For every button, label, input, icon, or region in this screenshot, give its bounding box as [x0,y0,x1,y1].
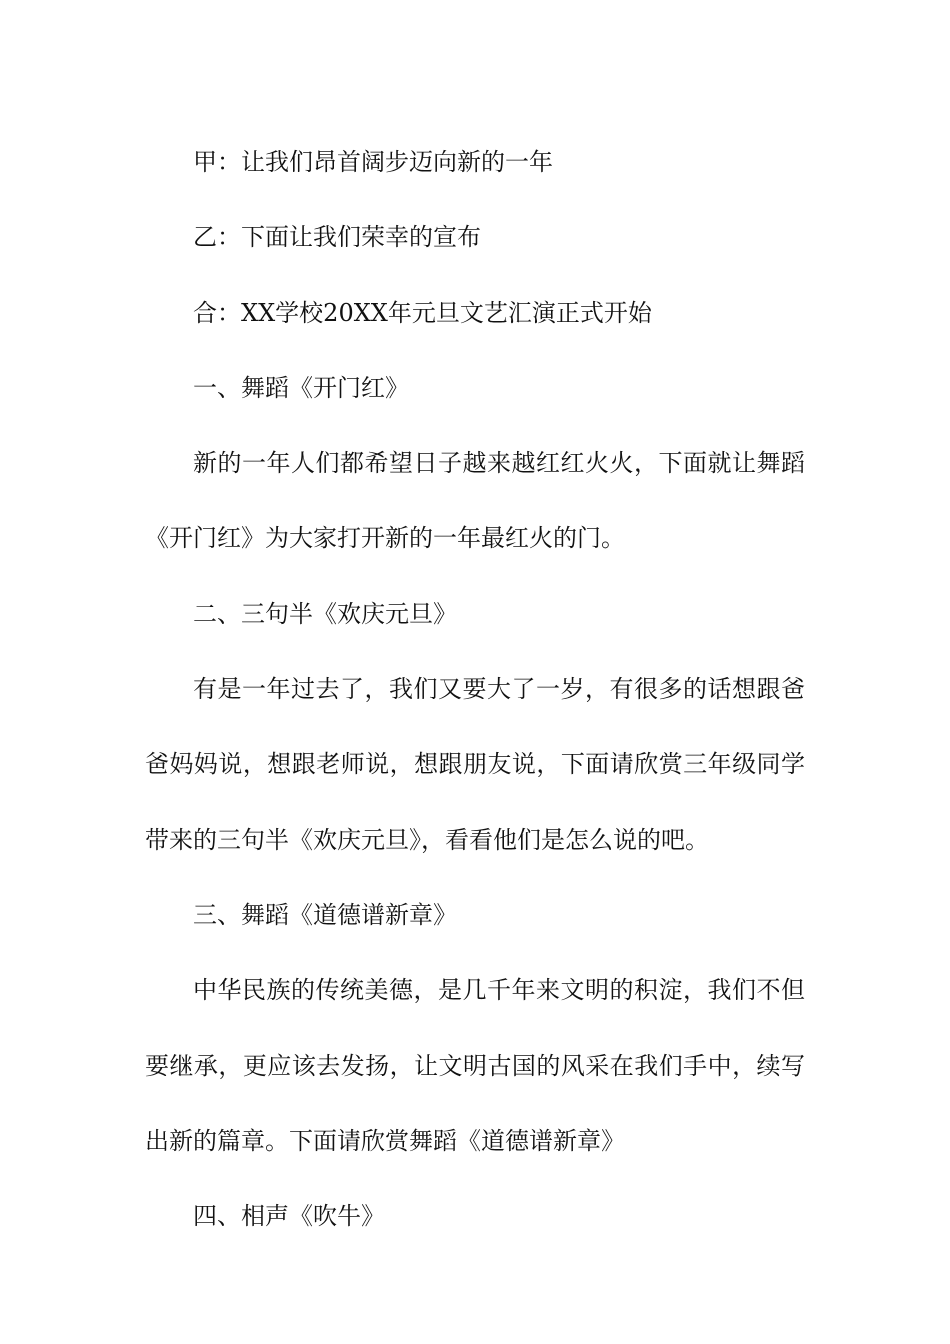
program-intro-2: 有是一年过去了，我们又要大了一岁，有很多的话想跟爸爸妈妈说，想跟老师说，想跟朋友说，下面请欣赏三年级同学带来的三句半《欢庆元旦》，看看他们是怎么说的吧。 [145,675,805,854]
program-heading-1: 一、舞蹈《开门红》 [193,373,409,402]
dialogue-line-yi: 乙：下面让我们荣幸的宣布 [193,223,481,252]
dialogue-line-jia: 甲：让我们昂首阔步迈向新的一年 [193,148,553,176]
program-heading-3: 三、舞蹈《道德谱新章》 [193,900,457,929]
dialogue-line-he: 合：XX学校20XX年元旦文艺汇演正式开始 [193,298,652,327]
document-body [145,125,805,1254]
program-intro-1: 新的一年人们都希望日子越来越红红火火，下面就让舞蹈《开门红》为大家打开新的一年最红火的门。 [145,449,805,553]
program-intro-3: 中华民族的传统美德，是几千年来文明的积淀，我们不但要继承，更应该去发扬，让文明古国的风采在我们手中，续写出新的篇章。下面请欣赏舞蹈《道德谱新章》 [145,976,805,1155]
program-heading-4: 四、相声《吹牛》 [193,1202,385,1231]
program-heading-2: 二、三句半《欢庆元旦》 [193,599,457,628]
